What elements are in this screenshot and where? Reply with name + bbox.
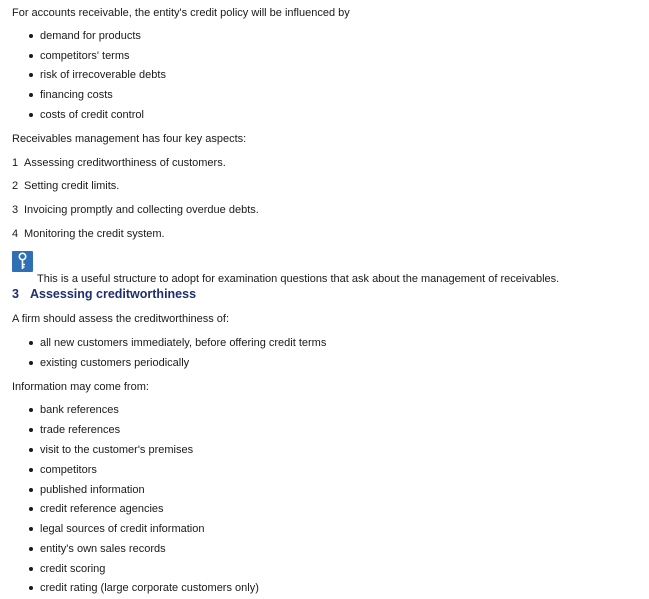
- numbered-item: [12, 203, 259, 217]
- list-item: credit scoring: [40, 563, 106, 575]
- aspects-paragraph: Receivables management has four key aspects:: [12, 133, 247, 145]
- key-icon-graphic: [12, 251, 33, 272]
- list-item: published information: [40, 484, 145, 496]
- item-number: 4: [12, 228, 19, 240]
- item-text: Invoicing promptly and collecting overdue debts.: [24, 204, 259, 216]
- list-item: trade references: [40, 424, 121, 436]
- list-item: costs of credit control: [40, 109, 144, 121]
- list-item: entity's own sales records: [40, 543, 166, 555]
- item-text: Setting credit limits.: [24, 180, 120, 192]
- section-title: Assessing creditworthiness: [30, 287, 197, 301]
- numbered-item: [12, 156, 226, 170]
- item-text: Assessing creditworthiness of customers.: [24, 157, 226, 169]
- item-number: 1: [12, 157, 19, 169]
- key-icon: [12, 251, 33, 272]
- list-item: all new customers immediately, before offering credit terms: [40, 337, 327, 349]
- intro-paragraph: For accounts receivable, the entity's credit policy will be influenced by: [12, 7, 350, 19]
- list-item: demand for products: [40, 30, 141, 42]
- assess-paragraph: A firm should assess the creditworthiness of:: [12, 313, 230, 325]
- item-number: 3: [12, 204, 19, 216]
- list-item: credit rating (large corporate customers only): [40, 582, 259, 594]
- numbered-item: [12, 179, 119, 193]
- list-item: existing customers periodically: [40, 357, 190, 369]
- list-item: bank references: [40, 404, 119, 416]
- section-heading: [12, 287, 196, 301]
- list-item: legal sources of credit information: [40, 523, 205, 535]
- section-number: 3: [12, 287, 19, 301]
- item-text: Monitoring the credit system.: [24, 228, 165, 240]
- item-number: 2: [12, 180, 19, 192]
- numbered-item: [12, 227, 165, 241]
- list-item: credit reference agencies: [40, 503, 164, 515]
- info-paragraph: Information may come from:: [12, 381, 149, 393]
- list-item: financing costs: [40, 89, 113, 101]
- list-item: risk of irrecoverable debts: [40, 69, 166, 81]
- list-item: visit to the customer's premises: [40, 444, 194, 456]
- list-item: competitors' terms: [40, 50, 130, 62]
- tip-text: This is a useful structure to adopt for examination questions that ask about the management of receivables.: [37, 273, 560, 285]
- list-item: competitors: [40, 464, 97, 476]
